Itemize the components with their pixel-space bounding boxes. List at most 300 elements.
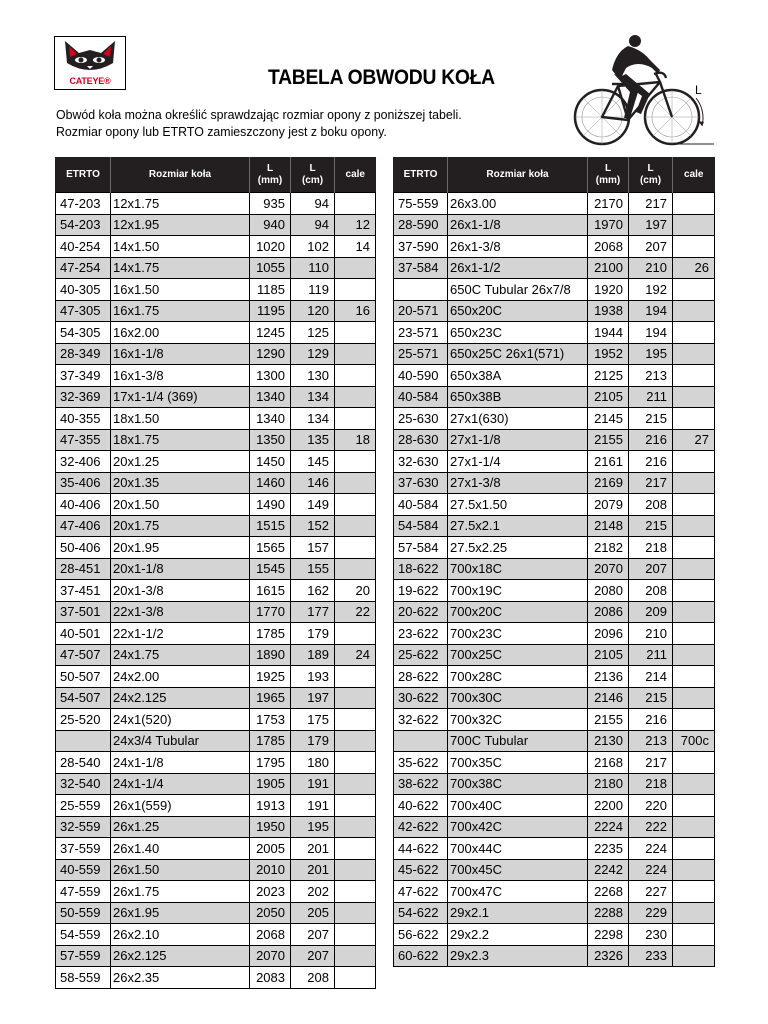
etrto-cell: 54-305	[56, 322, 111, 344]
l-cm-cell: 145	[291, 451, 335, 473]
l-mm-cell: 1753	[250, 709, 291, 731]
l-cm-cell: 220	[629, 795, 673, 817]
table-row	[394, 386, 715, 408]
circumference-table-left	[55, 157, 376, 989]
table-row	[56, 967, 376, 989]
etrto-cell: 28-590	[394, 214, 448, 236]
l-cm-cell: 146	[291, 472, 335, 494]
l-cm-cell: 195	[629, 343, 673, 365]
etrto-cell: 28-451	[56, 558, 111, 580]
etrto-cell: 32-406	[56, 451, 111, 473]
etrto-cell: 40-584	[394, 386, 448, 408]
l-cm-cell: 155	[291, 558, 335, 580]
inch-cell	[673, 601, 715, 623]
etrto-cell: 47-355	[56, 429, 111, 451]
inch-cell	[335, 386, 376, 408]
size-cell: 24x1.75	[111, 644, 250, 666]
l-cm-cell: 193	[291, 666, 335, 688]
inch-cell	[673, 300, 715, 322]
inch-cell	[335, 322, 376, 344]
size-cell: 18x1.75	[111, 429, 250, 451]
l-mm-cell: 2155	[588, 429, 629, 451]
size-cell: 26x1.50	[111, 859, 250, 881]
etrto-cell	[394, 730, 448, 752]
l-cm-cell: 177	[291, 601, 335, 623]
table-row	[394, 429, 715, 451]
table-row	[394, 537, 715, 559]
inch-cell	[335, 816, 376, 838]
l-mm-cell: 2180	[588, 773, 629, 795]
l-mm-cell: 2298	[588, 924, 629, 946]
col-l-mm: L (mm)	[588, 157, 629, 193]
l-mm-cell: 2148	[588, 515, 629, 537]
table-row	[56, 236, 376, 258]
l-mm-cell: 2200	[588, 795, 629, 817]
etrto-cell: 40-622	[394, 795, 448, 817]
table-row	[56, 322, 376, 344]
size-cell: 700x28C	[448, 666, 588, 688]
l-cm-cell: 94	[291, 214, 335, 236]
table-row	[394, 451, 715, 473]
inch-cell	[673, 859, 715, 881]
l-mm-cell: 1450	[250, 451, 291, 473]
l-cm-cell: 215	[629, 687, 673, 709]
table-row	[56, 945, 376, 967]
inch-cell	[673, 386, 715, 408]
size-cell: 18x1.50	[111, 408, 250, 430]
etrto-cell: 25-630	[394, 408, 448, 430]
etrto-cell: 37-451	[56, 580, 111, 602]
etrto-cell: 28-349	[56, 343, 111, 365]
inch-cell	[335, 257, 376, 279]
l-mm-cell: 1300	[250, 365, 291, 387]
size-cell: 16x1.75	[111, 300, 250, 322]
l-mm-cell: 2068	[250, 924, 291, 946]
size-cell: 26x2.35	[111, 967, 250, 989]
etrto-cell: 50-406	[56, 537, 111, 559]
l-cm-cell: 229	[629, 902, 673, 924]
size-cell: 700x40C	[448, 795, 588, 817]
l-cm-cell: 189	[291, 644, 335, 666]
table-row	[394, 472, 715, 494]
etrto-cell: 38-622	[394, 773, 448, 795]
intro-line-2: Rozmiar opony lub ETRTO zamieszczony jest z boku opony.	[56, 124, 387, 139]
l-mm-cell: 1925	[250, 666, 291, 688]
circumference-table-right	[393, 157, 715, 967]
size-cell: 16x1-3/8	[111, 365, 250, 387]
table-row	[394, 666, 715, 688]
col-size: Rozmiar koła	[111, 157, 250, 193]
l-mm-cell: 2125	[588, 365, 629, 387]
size-cell: 17x1-1/4 (369)	[111, 386, 250, 408]
l-cm-cell: 134	[291, 408, 335, 430]
inch-cell	[335, 967, 376, 989]
l-cm-cell: 224	[629, 838, 673, 860]
l-cm-cell: 209	[629, 601, 673, 623]
l-mm-cell: 1770	[250, 601, 291, 623]
size-cell: 20x1.50	[111, 494, 250, 516]
l-mm-cell: 2068	[588, 236, 629, 258]
size-cell: 26x3.00	[448, 193, 588, 215]
etrto-cell: 20-571	[394, 300, 448, 322]
inch-cell: 26	[673, 257, 715, 279]
table-row	[56, 300, 376, 322]
table-row	[56, 472, 376, 494]
table-row	[56, 773, 376, 795]
size-cell: 27.5x1.50	[448, 494, 588, 516]
size-cell: 27x1(630)	[448, 408, 588, 430]
table-row	[56, 537, 376, 559]
l-mm-cell: 940	[250, 214, 291, 236]
inch-cell	[335, 193, 376, 215]
l-cm-cell: 197	[291, 687, 335, 709]
l-cm-cell: 197	[629, 214, 673, 236]
l-cm-cell: 157	[291, 537, 335, 559]
l-mm-cell: 2182	[588, 537, 629, 559]
inch-cell	[673, 881, 715, 903]
l-cm-cell: 195	[291, 816, 335, 838]
inch-cell	[335, 795, 376, 817]
size-cell: 20x1.35	[111, 472, 250, 494]
l-mm-cell: 2242	[588, 859, 629, 881]
l-cm-cell: 210	[629, 623, 673, 645]
etrto-cell: 42-622	[394, 816, 448, 838]
size-cell: 650x20C	[448, 300, 588, 322]
l-cm-cell: 213	[629, 365, 673, 387]
etrto-cell: 37-630	[394, 472, 448, 494]
etrto-cell: 54-622	[394, 902, 448, 924]
table-row	[394, 945, 715, 967]
l-cm-cell: 94	[291, 193, 335, 215]
inch-cell	[673, 902, 715, 924]
size-cell: 26x1(559)	[111, 795, 250, 817]
size-cell: 24x2.00	[111, 666, 250, 688]
l-mm-cell: 2170	[588, 193, 629, 215]
l-cm-cell: 179	[291, 730, 335, 752]
l-cm-cell: 201	[291, 859, 335, 881]
table-row	[56, 386, 376, 408]
etrto-cell: 40-501	[56, 623, 111, 645]
inch-cell	[335, 773, 376, 795]
etrto-cell: 54-507	[56, 687, 111, 709]
size-cell: 650x23C	[448, 322, 588, 344]
l-cm-cell: 227	[629, 881, 673, 903]
inch-cell	[673, 236, 715, 258]
inch-cell	[673, 408, 715, 430]
l-cm-cell: 216	[629, 429, 673, 451]
l-cm-cell: 218	[629, 537, 673, 559]
inch-cell: 16	[335, 300, 376, 322]
l-cm-cell: 214	[629, 666, 673, 688]
inch-cell	[335, 472, 376, 494]
inch-cell	[673, 580, 715, 602]
l-mm-cell: 1970	[588, 214, 629, 236]
table-header	[394, 157, 715, 193]
inch-cell	[335, 279, 376, 301]
page-title: TABELA OBWODU KOŁA	[268, 66, 495, 89]
etrto-cell: 37-584	[394, 257, 448, 279]
table-row	[394, 322, 715, 344]
etrto-cell: 47-203	[56, 193, 111, 215]
inch-cell	[335, 494, 376, 516]
inch-cell	[673, 709, 715, 731]
size-cell: 650x38B	[448, 386, 588, 408]
inch-cell: 22	[335, 601, 376, 623]
etrto-cell: 37-559	[56, 838, 111, 860]
l-mm-cell: 2023	[250, 881, 291, 903]
col-l-mm: L (mm)	[250, 157, 291, 193]
col-size: Rozmiar koła	[448, 157, 588, 193]
etrto-cell: 32-630	[394, 451, 448, 473]
l-mm-cell: 2096	[588, 623, 629, 645]
size-cell: 24x3/4 Tubular	[111, 730, 250, 752]
size-cell: 700x42C	[448, 816, 588, 838]
l-cm-cell: 194	[629, 322, 673, 344]
inch-cell	[335, 730, 376, 752]
table-row	[56, 601, 376, 623]
table-header	[56, 157, 376, 193]
table-row	[394, 279, 715, 301]
inch-cell	[335, 902, 376, 924]
table-row	[56, 279, 376, 301]
table-row	[56, 580, 376, 602]
etrto-cell: 18-622	[394, 558, 448, 580]
etrto-cell: 40-305	[56, 279, 111, 301]
table-row	[394, 859, 715, 881]
etrto-cell: 40-559	[56, 859, 111, 881]
l-cm-cell: 180	[291, 752, 335, 774]
inch-cell	[673, 451, 715, 473]
etrto-cell: 50-559	[56, 902, 111, 924]
l-mm-cell: 2155	[588, 709, 629, 731]
etrto-cell: 47-305	[56, 300, 111, 322]
etrto-cell: 47-507	[56, 644, 111, 666]
inch-cell	[673, 193, 715, 215]
table-row	[56, 666, 376, 688]
etrto-cell: 37-501	[56, 601, 111, 623]
l-cm-cell: 207	[629, 558, 673, 580]
l-cm-cell: 191	[291, 773, 335, 795]
l-mm-cell: 1615	[250, 580, 291, 602]
inch-cell	[673, 537, 715, 559]
l-cm-cell: 217	[629, 752, 673, 774]
etrto-cell: 28-630	[394, 429, 448, 451]
inch-cell	[673, 322, 715, 344]
inch-cell	[673, 795, 715, 817]
size-cell: 22x1-3/8	[111, 601, 250, 623]
l-mm-cell: 1890	[250, 644, 291, 666]
etrto-cell: 45-622	[394, 859, 448, 881]
table-row	[56, 795, 376, 817]
l-cm-cell: 175	[291, 709, 335, 731]
l-mm-cell: 1944	[588, 322, 629, 344]
l-cm-cell: 211	[629, 644, 673, 666]
table-row	[56, 881, 376, 903]
l-mm-cell: 1905	[250, 773, 291, 795]
inch-cell	[335, 408, 376, 430]
inch-cell	[673, 687, 715, 709]
l-mm-cell: 1785	[250, 730, 291, 752]
inch-cell	[335, 343, 376, 365]
etrto-cell: 57-584	[394, 537, 448, 559]
size-cell: 29x2.3	[448, 945, 588, 967]
l-cm-cell: 213	[629, 730, 673, 752]
table-row	[394, 193, 715, 215]
etrto-cell: 25-571	[394, 343, 448, 365]
table-row	[56, 451, 376, 473]
l-mm-cell: 1195	[250, 300, 291, 322]
etrto-cell: 54-559	[56, 924, 111, 946]
size-cell: 27x1-1/4	[448, 451, 588, 473]
etrto-cell: 50-507	[56, 666, 111, 688]
table-row	[56, 687, 376, 709]
size-cell: 26x1.75	[111, 881, 250, 903]
inch-cell	[335, 859, 376, 881]
l-mm-cell: 1460	[250, 472, 291, 494]
size-cell: 27.5x2.25	[448, 537, 588, 559]
intro-text	[56, 106, 462, 140]
size-cell: 29x2.1	[448, 902, 588, 924]
etrto-cell: 58-559	[56, 967, 111, 989]
table-row	[56, 365, 376, 387]
col-inch: cale	[673, 157, 715, 193]
inch-cell	[673, 279, 715, 301]
table-row	[56, 343, 376, 365]
l-cm-cell: 192	[629, 279, 673, 301]
size-cell: 26x1-1/2	[448, 257, 588, 279]
l-cm-cell: 216	[629, 451, 673, 473]
size-cell: 24x1(520)	[111, 709, 250, 731]
table-row	[394, 494, 715, 516]
etrto-cell: 54-584	[394, 515, 448, 537]
table-row	[394, 365, 715, 387]
l-cm-cell: 191	[291, 795, 335, 817]
l-cm-cell: 215	[629, 408, 673, 430]
inch-cell	[673, 494, 715, 516]
size-cell: 12x1.75	[111, 193, 250, 215]
size-cell: 29x2.2	[448, 924, 588, 946]
l-cm-cell: 135	[291, 429, 335, 451]
table-row	[394, 881, 715, 903]
size-cell: 20x1.95	[111, 537, 250, 559]
l-mm-cell: 2169	[588, 472, 629, 494]
cateye-logo	[54, 36, 126, 90]
etrto-cell: 19-622	[394, 580, 448, 602]
size-cell: 700x18C	[448, 558, 588, 580]
etrto-cell: 32-540	[56, 773, 111, 795]
table-row	[56, 193, 376, 215]
size-cell: 16x1.50	[111, 279, 250, 301]
table-row	[56, 623, 376, 645]
inch-cell	[335, 924, 376, 946]
l-mm-cell: 1340	[250, 386, 291, 408]
l-mm-cell: 1245	[250, 322, 291, 344]
l-cm-cell: 134	[291, 386, 335, 408]
inch-cell	[673, 644, 715, 666]
table-row	[56, 644, 376, 666]
size-cell: 27x1-1/8	[448, 429, 588, 451]
inch-cell: 700c	[673, 730, 715, 752]
size-cell: 700x20C	[448, 601, 588, 623]
etrto-cell	[56, 730, 111, 752]
etrto-cell: 40-254	[56, 236, 111, 258]
table-row	[394, 816, 715, 838]
table-row	[394, 515, 715, 537]
l-cm-cell: 218	[629, 773, 673, 795]
table-row	[394, 214, 715, 236]
l-cm-cell: 149	[291, 494, 335, 516]
size-cell: 700x38C	[448, 773, 588, 795]
etrto-cell: 56-622	[394, 924, 448, 946]
size-cell: 700x32C	[448, 709, 588, 731]
l-mm-cell: 1920	[588, 279, 629, 301]
table-row	[394, 773, 715, 795]
l-mm-cell: 1340	[250, 408, 291, 430]
l-mm-cell: 1913	[250, 795, 291, 817]
l-mm-cell: 1965	[250, 687, 291, 709]
inch-cell	[335, 687, 376, 709]
l-mm-cell: 2168	[588, 752, 629, 774]
table-row	[394, 300, 715, 322]
size-cell: 700x19C	[448, 580, 588, 602]
size-cell: 27x1-3/8	[448, 472, 588, 494]
size-cell: 26x1.95	[111, 902, 250, 924]
inch-cell	[673, 838, 715, 860]
l-mm-cell: 2161	[588, 451, 629, 473]
etrto-cell: 47-559	[56, 881, 111, 903]
l-cm-cell: 224	[629, 859, 673, 881]
l-cm-cell: 207	[291, 924, 335, 946]
l-mm-cell: 1350	[250, 429, 291, 451]
etrto-cell: 47-254	[56, 257, 111, 279]
l-cm-cell: 152	[291, 515, 335, 537]
size-cell: 20x1-3/8	[111, 580, 250, 602]
etrto-cell: 37-349	[56, 365, 111, 387]
size-cell: 700x25C	[448, 644, 588, 666]
size-cell: 700x30C	[448, 687, 588, 709]
inch-cell	[335, 365, 376, 387]
size-cell: 700x35C	[448, 752, 588, 774]
etrto-cell: 25-520	[56, 709, 111, 731]
l-mm-cell: 2100	[588, 257, 629, 279]
inch-cell	[335, 838, 376, 860]
l-cm-cell: 102	[291, 236, 335, 258]
table-row	[394, 687, 715, 709]
size-cell: 700x23C	[448, 623, 588, 645]
size-cell: 26x2.125	[111, 945, 250, 967]
table-row	[394, 601, 715, 623]
etrto-cell: 40-406	[56, 494, 111, 516]
l-mm-cell: 2235	[588, 838, 629, 860]
table-row	[56, 709, 376, 731]
l-cm-cell: 222	[629, 816, 673, 838]
illustration-label: L	[695, 83, 702, 97]
table-row	[56, 494, 376, 516]
table-row	[394, 709, 715, 731]
l-mm-cell: 1515	[250, 515, 291, 537]
etrto-cell: 47-406	[56, 515, 111, 537]
l-cm-cell: 217	[629, 472, 673, 494]
inch-cell: 27	[673, 429, 715, 451]
table-row	[56, 558, 376, 580]
l-cm-cell: 110	[291, 257, 335, 279]
etrto-cell: 25-559	[56, 795, 111, 817]
l-cm-cell: 179	[291, 623, 335, 645]
table-row	[56, 752, 376, 774]
table-row	[394, 838, 715, 860]
etrto-cell: 20-622	[394, 601, 448, 623]
l-cm-cell: 162	[291, 580, 335, 602]
